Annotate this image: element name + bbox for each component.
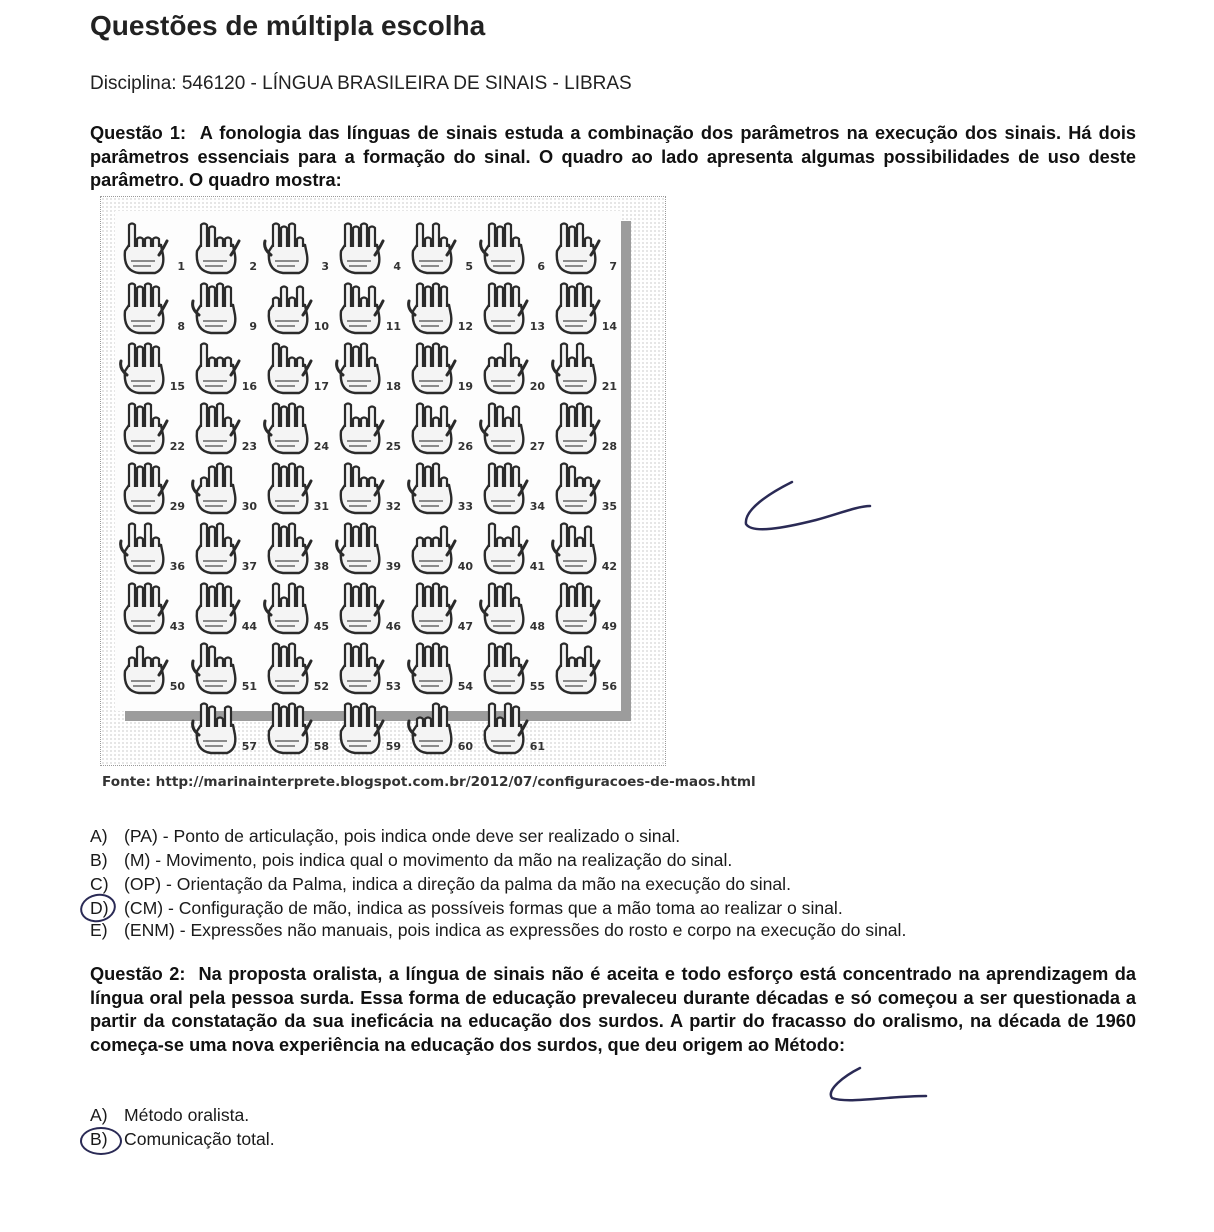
hand-shape-20 bbox=[475, 339, 547, 399]
hand-icon bbox=[333, 341, 385, 395]
hand-icon bbox=[189, 401, 241, 455]
hand-icon bbox=[261, 641, 313, 695]
hand-shape-15 bbox=[115, 339, 187, 399]
hand-icon bbox=[405, 581, 457, 635]
hand-icon bbox=[261, 461, 313, 515]
hand-number: 25 bbox=[385, 440, 401, 453]
hand-icon bbox=[261, 281, 313, 335]
hand-shape-45 bbox=[259, 579, 331, 639]
hand-icon bbox=[189, 341, 241, 395]
hand-number: 29 bbox=[169, 500, 185, 513]
option-text: (ENM) - Expressões não manuais, pois indica as expressões do rosto e corpo na execução do sinal. bbox=[124, 920, 907, 940]
hand-icon bbox=[549, 461, 601, 515]
hand-icon bbox=[549, 401, 601, 455]
hand-number: 18 bbox=[385, 380, 401, 393]
hand-icon bbox=[477, 521, 529, 575]
hand-shape-18 bbox=[331, 339, 403, 399]
hand-number: 11 bbox=[385, 320, 401, 333]
option-text: (OP) - Orientação da Palma, indica a direção da palma da mão na execução do sinal. bbox=[124, 874, 791, 894]
hand-shape-9 bbox=[187, 279, 259, 339]
hand-number: 16 bbox=[241, 380, 257, 393]
hand-number: 24 bbox=[313, 440, 329, 453]
hand-shape-54 bbox=[403, 639, 475, 699]
hand-number: 51 bbox=[241, 680, 257, 693]
hand-shape-44 bbox=[187, 579, 259, 639]
hand-shape-47 bbox=[403, 579, 475, 639]
hand-number: 47 bbox=[457, 620, 473, 633]
hand-shape-25 bbox=[331, 399, 403, 459]
hand-shape-6 bbox=[475, 219, 547, 279]
hand-icon bbox=[117, 641, 169, 695]
hand-icon bbox=[261, 341, 313, 395]
hand-configuration-figure bbox=[100, 196, 666, 766]
hand-number: 54 bbox=[457, 680, 473, 693]
question-2-text: Na proposta oralista, a língua de sinais não é aceita e todo esforço está concentrado na aprendizagem da língua oral pela pessoa surda. Essa forma de educação prevaleceu durante décadas e só começou a ser questionada a partir da constatação da sua ineficácia na educação dos surdos. A partir do fracasso do oralismo, na década de 1960 começa-se uma nova experiência na educação dos surdos, que deu origem ao Método: bbox=[90, 964, 1136, 1055]
hand-shape-23 bbox=[187, 399, 259, 459]
hand-shape-22 bbox=[115, 399, 187, 459]
option-letter: C) bbox=[90, 874, 109, 894]
question-2-label: Questão 2: bbox=[90, 964, 186, 984]
hand-number: 26 bbox=[457, 440, 473, 453]
hand-number: 15 bbox=[169, 380, 185, 393]
discipline-line: Disciplina: 546120 - LÍNGUA BRASILEIRA DE SINAIS - LIBRAS bbox=[90, 73, 632, 94]
hand-icon bbox=[477, 341, 529, 395]
hand-icon bbox=[549, 581, 601, 635]
hand-icon bbox=[549, 281, 601, 335]
hand-configuration-grid bbox=[115, 211, 621, 753]
option-letter: B) bbox=[90, 850, 108, 870]
hand-shape-43 bbox=[115, 579, 187, 639]
hand-shape-60 bbox=[403, 699, 475, 759]
hand-number: 53 bbox=[385, 680, 401, 693]
correct-check-mark-q1 bbox=[738, 476, 878, 546]
hand-icon bbox=[261, 581, 313, 635]
hand-shape-16 bbox=[187, 339, 259, 399]
hand-shape-35 bbox=[547, 459, 619, 519]
hand-row bbox=[115, 339, 621, 399]
hand-number: 42 bbox=[601, 560, 617, 573]
hand-icon bbox=[477, 461, 529, 515]
hand-row bbox=[115, 399, 621, 459]
option-text: Método oralista. bbox=[124, 1105, 250, 1125]
hand-icon bbox=[117, 341, 169, 395]
hand-shape-52 bbox=[259, 639, 331, 699]
hand-icon bbox=[333, 461, 385, 515]
hand-shape-12 bbox=[403, 279, 475, 339]
hand-shape-61 bbox=[475, 699, 547, 759]
hand-number: 43 bbox=[169, 620, 185, 633]
hand-number: 49 bbox=[601, 620, 617, 633]
hand-icon bbox=[189, 701, 241, 755]
hand-shape-5 bbox=[403, 219, 475, 279]
hand-shape-13 bbox=[475, 279, 547, 339]
hand-icon bbox=[477, 221, 529, 275]
hand-number: 38 bbox=[313, 560, 329, 573]
hand-number: 55 bbox=[529, 680, 545, 693]
hand-number: 60 bbox=[457, 740, 473, 753]
hand-number: 41 bbox=[529, 560, 545, 573]
hand-number: 52 bbox=[313, 680, 329, 693]
hand-shape-55 bbox=[475, 639, 547, 699]
hand-number: 58 bbox=[313, 740, 329, 753]
hand-shape-2 bbox=[187, 219, 259, 279]
hand-shape-31 bbox=[259, 459, 331, 519]
hand-icon bbox=[333, 701, 385, 755]
hand-number: 44 bbox=[241, 620, 257, 633]
hand-number: 30 bbox=[241, 500, 257, 513]
hand-number: 21 bbox=[601, 380, 617, 393]
hand-number: 10 bbox=[313, 320, 329, 333]
hand-icon bbox=[333, 221, 385, 275]
question-1 bbox=[90, 122, 1136, 193]
hand-shape-36 bbox=[115, 519, 187, 579]
hand-icon bbox=[189, 221, 241, 275]
hand-icon bbox=[189, 581, 241, 635]
hand-shape-53 bbox=[331, 639, 403, 699]
hand-shape-37 bbox=[187, 519, 259, 579]
hand-shape-19 bbox=[403, 339, 475, 399]
hand-icon bbox=[405, 221, 457, 275]
hand-icon bbox=[189, 281, 241, 335]
hand-row bbox=[115, 219, 621, 279]
question-2 bbox=[90, 963, 1136, 1057]
hand-number: 45 bbox=[313, 620, 329, 633]
hand-shape-41 bbox=[475, 519, 547, 579]
hand-number: 17 bbox=[313, 380, 329, 393]
option-text: (M) - Movimento, pois indica qual o movimento da mão na realização do sinal. bbox=[124, 850, 733, 870]
hand-icon bbox=[333, 641, 385, 695]
hand-row bbox=[115, 639, 621, 699]
hand-icon bbox=[477, 401, 529, 455]
hand-icon bbox=[261, 221, 313, 275]
option-text: (CM) - Configuração de mão, indica as possíveis formas que a mão toma ao realizar o sinal. bbox=[124, 898, 843, 918]
hand-shape-21 bbox=[547, 339, 619, 399]
hand-number: 28 bbox=[601, 440, 617, 453]
option-text: Comunicação total. bbox=[124, 1129, 275, 1149]
hand-number: 23 bbox=[241, 440, 257, 453]
hand-shape-34 bbox=[475, 459, 547, 519]
hand-row bbox=[115, 699, 621, 759]
hand-icon bbox=[549, 221, 601, 275]
hand-icon bbox=[261, 701, 313, 755]
hand-number: 20 bbox=[529, 380, 545, 393]
hand-shape-58 bbox=[259, 699, 331, 759]
option-text: (PA) - Ponto de articulação, pois indica onde deve ser realizado o sinal. bbox=[124, 826, 681, 846]
hand-shape-29 bbox=[115, 459, 187, 519]
hand-icon bbox=[405, 521, 457, 575]
question-1-text: A fonologia das línguas de sinais estuda a combinação dos parâmetros na execução dos sinais. Há dois parâmetros essenciais para a formação do sinal. O quadro ao lado apresenta algumas possibilidades de uso deste parâmetro. O quadro mostra: bbox=[90, 123, 1136, 190]
hand-icon bbox=[405, 461, 457, 515]
hand-icon bbox=[405, 641, 457, 695]
hand-icon bbox=[117, 221, 169, 275]
hand-shape-8 bbox=[115, 279, 187, 339]
hand-icon bbox=[477, 281, 529, 335]
hand-number: 7 bbox=[609, 260, 617, 273]
hand-icon bbox=[189, 461, 241, 515]
hand-icon bbox=[549, 641, 601, 695]
hand-number: 14 bbox=[601, 320, 617, 333]
hand-shape-40 bbox=[403, 519, 475, 579]
hand-shape-32 bbox=[331, 459, 403, 519]
hand-number: 31 bbox=[313, 500, 329, 513]
hand-number: 40 bbox=[457, 560, 473, 573]
hand-icon bbox=[477, 641, 529, 695]
hand-number: 12 bbox=[457, 320, 473, 333]
hand-icon bbox=[549, 341, 601, 395]
hand-icon bbox=[405, 701, 457, 755]
option-letter: A) bbox=[90, 1105, 108, 1125]
hand-shape-46 bbox=[331, 579, 403, 639]
page-title: Questões de múltipla escolha bbox=[90, 10, 486, 41]
hand-shape-1 bbox=[115, 219, 187, 279]
hand-shape-42 bbox=[547, 519, 619, 579]
question-1-label: Questão 1: bbox=[90, 123, 187, 143]
hand-shape-33 bbox=[403, 459, 475, 519]
hand-number: 33 bbox=[457, 500, 473, 513]
correct-check-mark-q2 bbox=[818, 1062, 938, 1112]
hand-shape-50 bbox=[115, 639, 187, 699]
hand-number: 3 bbox=[321, 260, 329, 273]
hand-shape-38 bbox=[259, 519, 331, 579]
hand-shape-24 bbox=[259, 399, 331, 459]
hand-icon bbox=[333, 401, 385, 455]
hand-icon bbox=[333, 581, 385, 635]
option-letter: B) bbox=[90, 1129, 108, 1149]
source-label: Fonte: bbox=[102, 774, 151, 790]
hand-row bbox=[115, 579, 621, 639]
q2-option-a[interactable] bbox=[90, 1105, 249, 1126]
hand-icon bbox=[117, 581, 169, 635]
hand-number: 39 bbox=[385, 560, 401, 573]
hand-icon bbox=[477, 701, 529, 755]
hand-icon bbox=[477, 581, 529, 635]
hand-shape-56 bbox=[547, 639, 619, 699]
hand-shape-51 bbox=[187, 639, 259, 699]
hand-icon bbox=[405, 341, 457, 395]
hand-shape-17 bbox=[259, 339, 331, 399]
hand-shape-39 bbox=[331, 519, 403, 579]
q1-option-c[interactable] bbox=[90, 874, 791, 895]
hand-number: 19 bbox=[457, 380, 473, 393]
q1-option-a[interactable] bbox=[90, 826, 680, 847]
hand-shape-27 bbox=[475, 399, 547, 459]
hand-icon bbox=[405, 281, 457, 335]
answer-circle-q2-b bbox=[80, 1127, 122, 1155]
hand-shape-11 bbox=[331, 279, 403, 339]
hand-icon bbox=[189, 521, 241, 575]
option-letter: A) bbox=[90, 826, 108, 846]
hand-shape-30 bbox=[187, 459, 259, 519]
hand-number: 35 bbox=[601, 500, 617, 513]
hand-shape-57 bbox=[187, 699, 259, 759]
hand-icon bbox=[333, 281, 385, 335]
option-letter: E) bbox=[90, 920, 108, 940]
q1-option-d[interactable] bbox=[90, 898, 843, 919]
hand-row bbox=[115, 279, 621, 339]
option-letter: D) bbox=[90, 898, 109, 918]
source-url: http://marinainterprete.blogspot.com.br/2012/07/configuracoes-de-maos.html bbox=[155, 774, 756, 790]
hand-number: 9 bbox=[249, 320, 257, 333]
hand-shape-10 bbox=[259, 279, 331, 339]
hand-shape-49 bbox=[547, 579, 619, 639]
q1-option-b[interactable] bbox=[90, 850, 732, 871]
hand-number: 32 bbox=[385, 500, 401, 513]
hand-shape-28 bbox=[547, 399, 619, 459]
hand-icon bbox=[117, 281, 169, 335]
hand-number: 50 bbox=[169, 680, 185, 693]
hand-icon bbox=[405, 401, 457, 455]
hand-shape-48 bbox=[475, 579, 547, 639]
hand-number: 2 bbox=[249, 260, 257, 273]
hand-number: 46 bbox=[385, 620, 401, 633]
hand-icon bbox=[117, 401, 169, 455]
hand-number: 59 bbox=[385, 740, 401, 753]
hand-number: 27 bbox=[529, 440, 545, 453]
hand-icon bbox=[261, 401, 313, 455]
hand-number: 8 bbox=[177, 320, 185, 333]
hand-icon bbox=[261, 521, 313, 575]
hand-icon bbox=[549, 521, 601, 575]
hand-number: 4 bbox=[393, 260, 401, 273]
q1-option-e[interactable] bbox=[90, 920, 906, 941]
figure-source bbox=[102, 774, 756, 790]
hand-shape-4 bbox=[331, 219, 403, 279]
hand-shape-59 bbox=[331, 699, 403, 759]
hand-icon bbox=[189, 641, 241, 695]
hand-number: 22 bbox=[169, 440, 185, 453]
hand-number: 34 bbox=[529, 500, 545, 513]
hand-number: 36 bbox=[169, 560, 185, 573]
hand-icon bbox=[333, 521, 385, 575]
hand-icon bbox=[117, 461, 169, 515]
hand-shape-3 bbox=[259, 219, 331, 279]
hand-number: 61 bbox=[529, 740, 545, 753]
hand-shape-14 bbox=[547, 279, 619, 339]
hand-number: 5 bbox=[465, 260, 473, 273]
hand-number: 48 bbox=[529, 620, 545, 633]
hand-row bbox=[115, 459, 621, 519]
hand-number: 6 bbox=[537, 260, 545, 273]
hand-row bbox=[115, 519, 621, 579]
hand-shape-26 bbox=[403, 399, 475, 459]
hand-number: 57 bbox=[241, 740, 257, 753]
hand-icon bbox=[117, 521, 169, 575]
hand-shape-7 bbox=[547, 219, 619, 279]
hand-number: 13 bbox=[529, 320, 545, 333]
hand-number: 37 bbox=[241, 560, 257, 573]
hand-number: 56 bbox=[601, 680, 617, 693]
hand-number: 1 bbox=[177, 260, 185, 273]
